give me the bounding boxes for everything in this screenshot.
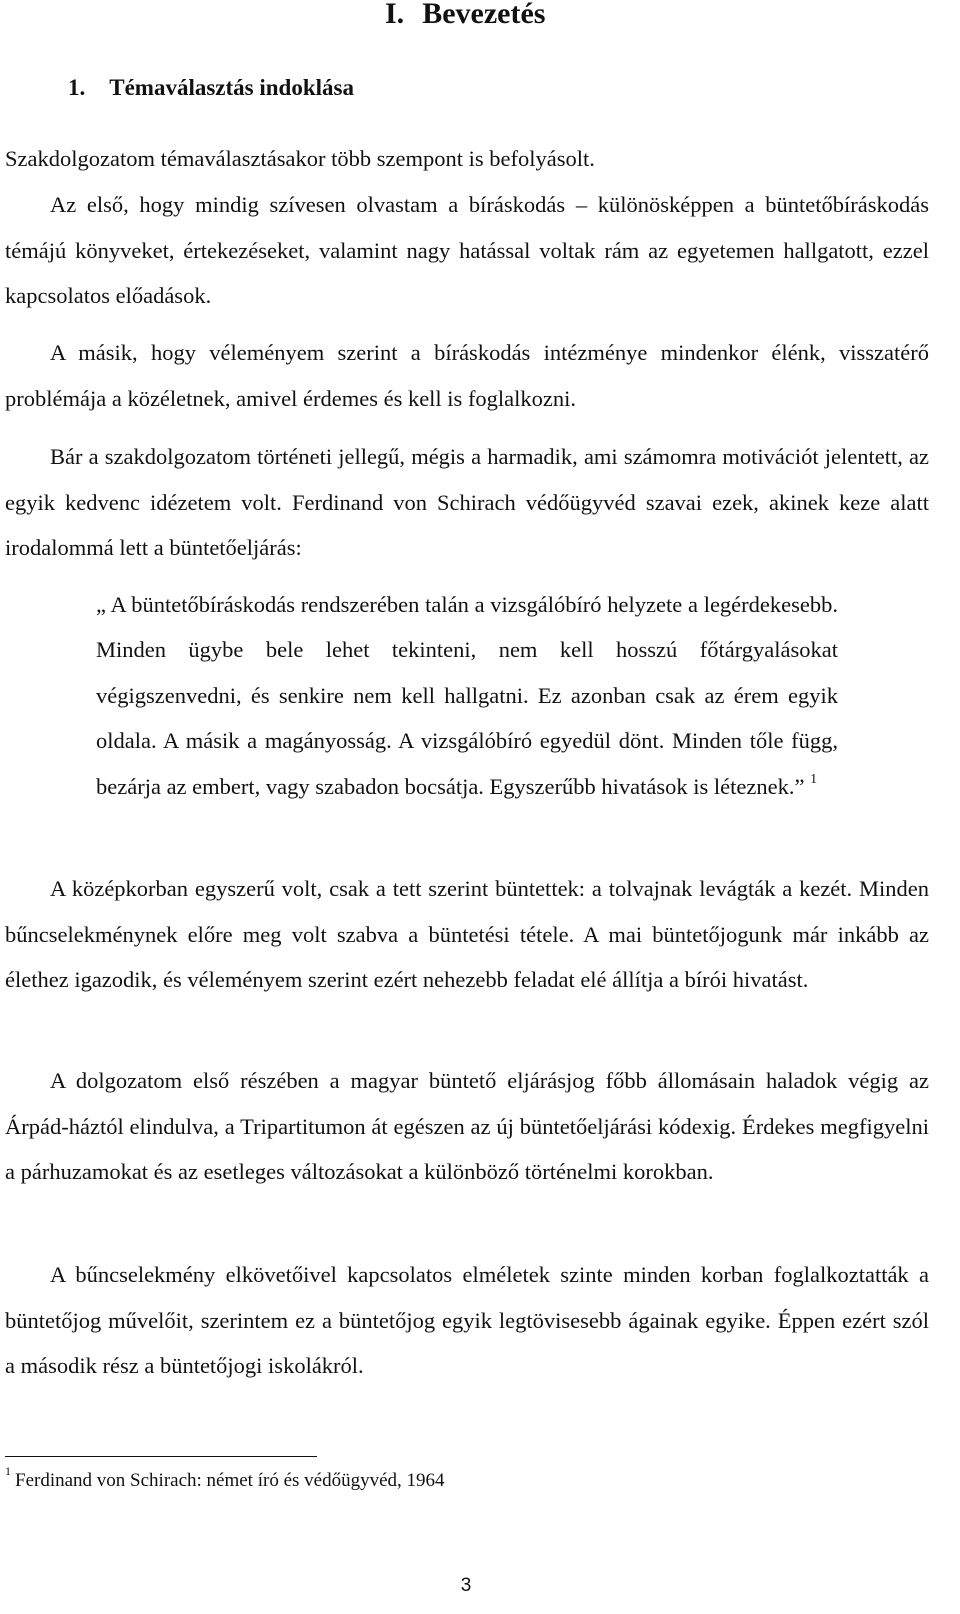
section-number: 1. [68, 75, 86, 100]
page-number: 3 [460, 1575, 472, 1596]
paragraph-4: Bár a szakdolgozatom történeti jellegű, mégis a harmadik, ami számomra motivációt jelentett, az egyik kedvenc idézetem volt. Ferdinand von Schirach védőügyvéd szavai ezek, akinek keze alatt irodalommá lett a büntetőeljárás: [5, 444, 929, 561]
section-heading [68, 70, 354, 106]
paragraph-7: A bűncselekmény elkövetőivel kapcsolatos elméletek szinte minden korban foglalkoztatták a büntetőjog művelőit, szerintem ez a büntetőjog egyik legtövisesebb ágainak egyike. Éppen ezért szól a második rész a büntetőjogi iskolákról. [5, 1262, 929, 1379]
paragraph-3: A másik, hogy véleményem szerint a bíráskodás intézménye mindenkor élénk, visszatérő problémája a közéletnek, amivel érdemes és kell is foglalkozni. [5, 340, 929, 411]
footnote-separator [5, 1456, 317, 1457]
paragraph-6: A dolgozatom első részében a magyar büntető eljárásjog főbb állomásain haladok végig az Árpád-háztól elindulva, a Tripartitumon át egészen az új büntetőeljárási kódexig. Érdekes megfigyelni a párhuzamokat és az esetleges változásokat a különböző történelmi korokban. [5, 1068, 929, 1185]
chapter-title: Bevezetés [422, 0, 546, 30]
chapter-heading [385, 0, 545, 36]
footnote-text: Ferdinand von Schirach: német író és védőügyvéd, 1964 [15, 1470, 445, 1491]
footnote [5, 1463, 445, 1496]
section-title: Témaválasztás indoklása [109, 75, 354, 100]
chapter-number: I. [385, 0, 405, 30]
paragraph-2: Az első, hogy mindig szívesen olvastam a bíráskodás – különösképpen a büntetőbíráskodás témájú könyveket, értekezéseket, valamint nagy hatással voltak rám az egyetemen hallgatott, ezzel kapcsolatos előadások. [5, 192, 929, 309]
paragraph-1: Szakdolgozatom témaválasztásakor több szempont is befolyásolt. [5, 146, 595, 171]
footnote-marker: 1 [5, 1463, 11, 1478]
footnote-reference[interactable]: 1 [810, 772, 818, 788]
block-quote [96, 582, 838, 809]
paragraph-5: A középkorban egyszerű volt, csak a tett szerint büntettek: a tolvajnak levágták a kezét. Minden bűncselekménynek előre meg volt szabva a büntetési tétele. A mai büntetőjogunk már inkább az élethez igazodik, és véleményem szerint ezért nehezebb feladat elé állítja a bírói hivatást. [5, 876, 929, 993]
quote-text: „ A büntetőbíráskodás rendszerében talán a vizsgálóbíró helyzete a legérdekesebb. Minden ügybe bele lehet tekinteni, nem kell hosszú főtárgyalásokat végigszenvedni, és senkire nem kell hallgatni. Ez azonban csak az érem egyik oldala. A másik a magányosság. A vizsgálóbíró egyedül dönt. Minden tőle függ, bezárja az embert, vagy szabadon bocsátja. Egyszerűbb hivatások is léteznek.” [96, 592, 838, 799]
